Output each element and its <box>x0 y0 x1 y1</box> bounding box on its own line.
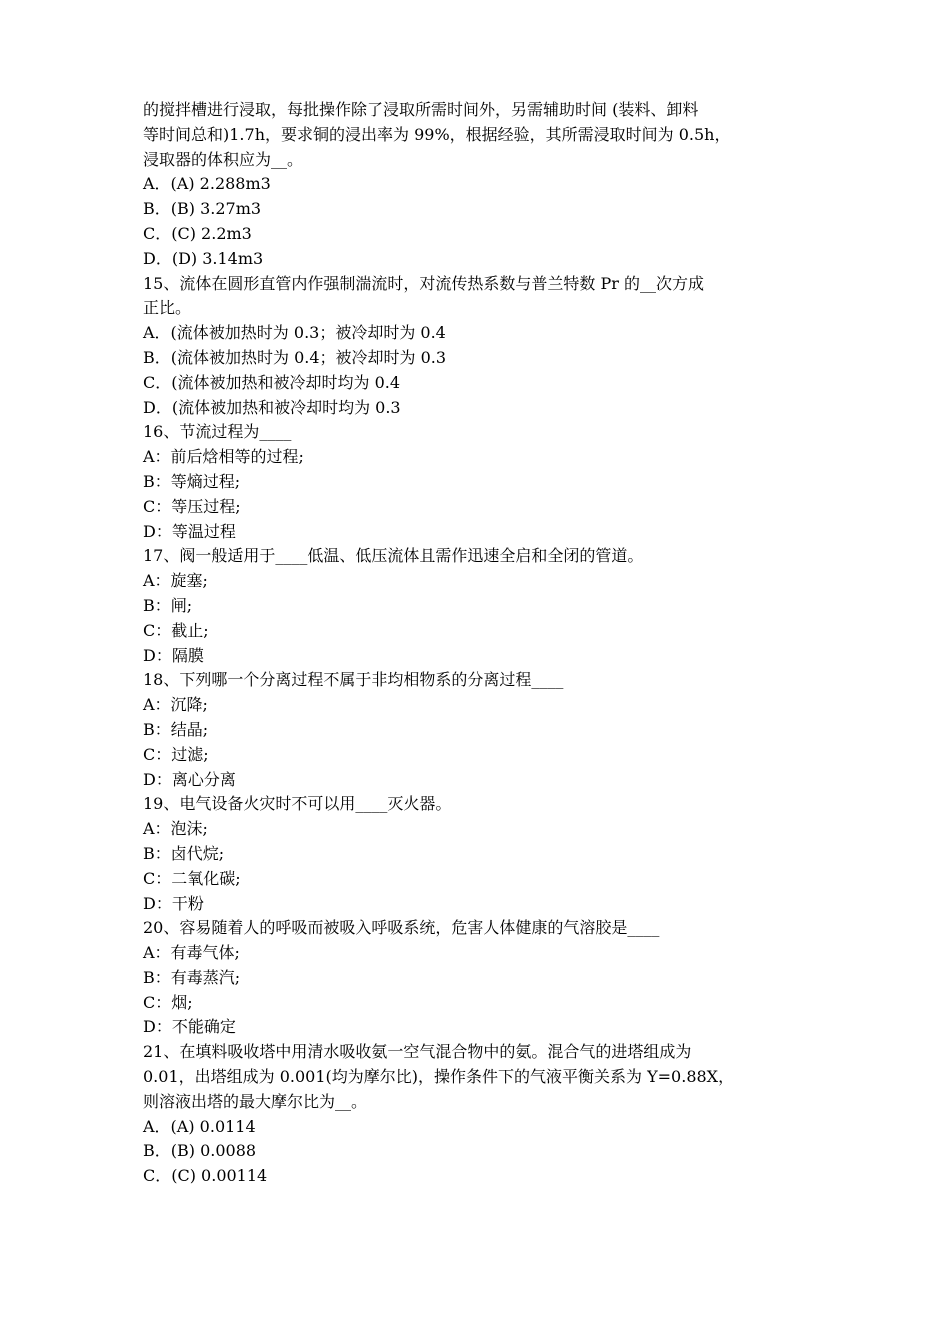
option-q18-a: A：沉降; <box>143 695 208 715</box>
question-21-stem-1: 21、在填料吸收塔中用清水吸收氨一空气混合物中的氨。混合气的进塔组成为 <box>143 1042 692 1062</box>
option-q15-c: C．(流体被加热和被冷却时均为 0.4 <box>143 372 401 392</box>
question-15-stem-1: 15、流体在圆形直管内作强制湍流时，对流传热系数与普兰特数 Pr 的__次方成 <box>143 273 704 293</box>
option-q20-a: A：有毒气体; <box>143 943 240 963</box>
option-q21-b: B．(B) 0.0088 <box>143 1141 257 1161</box>
option-q14-b: B．(B) 3.27m3 <box>143 199 262 219</box>
option-q17-d: D：隔膜 <box>143 645 204 665</box>
option-q18-b: B：结晶; <box>143 719 209 739</box>
document-body <box>143 98 813 1189</box>
option-q17-b: B：闸; <box>143 595 193 615</box>
option-q16-c: C：等压过程; <box>143 496 241 516</box>
question-18-stem: 18、下列哪一个分离过程不属于非均相物系的分离过程____ <box>143 670 564 690</box>
option-q19-a: A：泡沫; <box>143 819 208 839</box>
option-q19-d: D：干粉 <box>143 893 204 913</box>
option-q15-a: A．(流体被加热时为 0.3；被冷却时为 0.4 <box>143 323 446 343</box>
question-21-stem-2: 0.01，出塔组成为 0.001(均为摩尔比)，操作条件下的气液平衡关系为 Y=0.88X， <box>143 1067 735 1087</box>
option-q18-c: C：过滤; <box>143 744 209 764</box>
option-q16-d: D：等温过程 <box>143 521 236 541</box>
text-line-q14-stem-2: 等时间总和)1.7h，要求铜的浸出率为 99%，根据经验，其所需浸取时间为 0.5h， <box>143 124 731 144</box>
option-q16-b: B：等熵过程; <box>143 471 241 491</box>
option-q19-b: B：卤代烷; <box>143 843 225 863</box>
option-q20-d: D：不能确定 <box>143 1017 236 1037</box>
question-21-stem-3: 则溶液出塔的最大摩尔比为__。 <box>143 1091 368 1111</box>
question-20-stem: 20、容易随着人的呼吸而被吸入呼吸系统，危害人体健康的气溶胶是____ <box>143 918 660 938</box>
option-q20-b: B：有毒蒸汽; <box>143 967 241 987</box>
option-q21-c: C．(C) 0.00114 <box>143 1166 268 1186</box>
option-q18-d: D：离心分离 <box>143 769 236 789</box>
option-q20-c: C：烟; <box>143 992 193 1012</box>
option-q14-a: A．(A) 2.288m3 <box>143 174 271 194</box>
question-15-stem-2: 正比。 <box>143 298 192 318</box>
option-q16-a: A：前后焓相等的过程; <box>143 447 304 467</box>
text-line-q14-stem-1: 的搅拌槽进行浸取，每批操作除了浸取所需时间外，另需辅助时间 (装料、卸料 <box>143 100 699 119</box>
option-q15-b: B．(流体被加热时为 0.4；被冷却时为 0.3 <box>143 347 447 367</box>
question-19-stem: 19、电气设备火灾时不可以用____灭火器。 <box>143 794 452 814</box>
option-q17-c: C：截止; <box>143 620 209 640</box>
question-16-stem: 16、节流过程为____ <box>143 422 292 442</box>
option-q19-c: C：二氧化碳; <box>143 868 241 888</box>
option-q14-d: D．(D) 3.14m3 <box>143 248 264 268</box>
option-q17-a: A：旋塞; <box>143 571 208 591</box>
option-q14-c: C．(C) 2.2m3 <box>143 223 252 243</box>
option-q15-d: D．(流体被加热和被冷却时均为 0.3 <box>143 397 401 417</box>
question-17-stem: 17、阀一般适用于____低温、低压流体且需作迅速全启和全闭的管道。 <box>143 546 644 566</box>
option-q21-a: A．(A) 0.0114 <box>143 1116 256 1136</box>
text-line-q14-stem-3: 浸取器的体积应为__。 <box>143 149 304 169</box>
